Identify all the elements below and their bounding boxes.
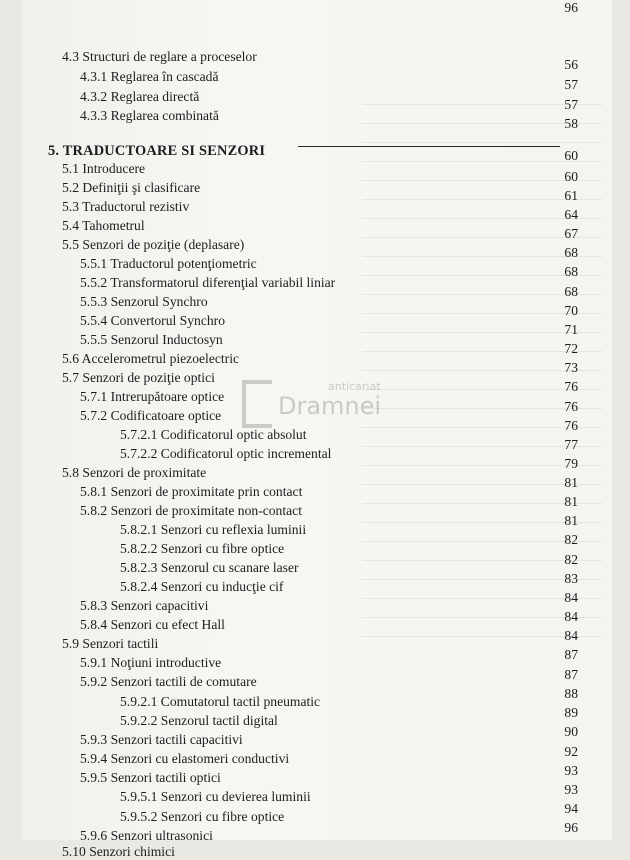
toc-entry-title: 5.7 Senzori de poziţie optici xyxy=(62,370,215,385)
toc-page-number: 67 xyxy=(564,226,578,241)
toc-entry-title: 5.8.2.4 Senzori cu inducţie cif xyxy=(120,579,284,594)
toc-entry-title: 5.7.1 Intrerupătoare optice xyxy=(80,389,225,404)
toc-page-number: 61 xyxy=(564,188,578,203)
toc-page-number: 60 xyxy=(564,169,578,184)
toc-entry-title: 5.9.5.1 Senzori cu devierea luminii xyxy=(120,789,311,804)
toc-page-number: 56 xyxy=(564,57,578,72)
toc-page-number: 68 xyxy=(564,264,578,279)
toc-page-number: 79 xyxy=(564,456,578,471)
toc-entry-title: 5.5 Senzori de poziţie (deplasare) xyxy=(62,237,245,252)
toc-entry-title: 5.9.5 Senzori tactili optici xyxy=(80,770,221,785)
toc-page-number: 82 xyxy=(564,552,578,567)
toc-page-number: 93 xyxy=(564,782,578,797)
toc-entry-title: 5.9.2.1 Comutatorul tactil pneumatic xyxy=(120,694,321,709)
toc-entry-title: 5.8.2 Senzori de proximitate non-contact xyxy=(80,503,302,518)
toc-page-number: 72 xyxy=(564,341,578,356)
toc-entry-title: 5.9.1 Noţiuni introductive xyxy=(80,655,222,670)
toc-entry-title: 5.8.2.1 Senzori cu reflexia luminii xyxy=(120,522,307,537)
toc-entry-title: 5.5.5 Senzorul Inductosyn xyxy=(80,332,223,347)
toc-entry-title: 5.9.2.2 Senzorul tactil digital xyxy=(120,713,278,728)
toc-page-number: 77 xyxy=(564,437,578,452)
toc-entry-title: 5.10 Senzori chimici xyxy=(62,844,175,859)
toc-page-number: 57 xyxy=(564,77,578,92)
toc-entry-title: 5.7.2.2 Codificatorul optic incremental xyxy=(120,446,332,461)
toc-page-number: 68 xyxy=(564,284,578,299)
toc-entry-title: 5.3 Traductorul rezistiv xyxy=(62,199,190,214)
toc-page-number: 81 xyxy=(564,513,578,528)
toc-page-number: 84 xyxy=(564,628,578,643)
book-page xyxy=(22,0,612,859)
toc-entry-title: 5.2 Definiţii şi clasificare xyxy=(62,180,201,195)
toc-page-number: 76 xyxy=(564,379,578,394)
toc-page-number: 87 xyxy=(564,647,578,662)
toc-page-number: 96 xyxy=(564,0,578,15)
toc-page-number: 73 xyxy=(564,360,578,375)
toc-entry-title: 5.9.6 Senzori ultrasonici xyxy=(80,828,213,843)
watermark-logo xyxy=(242,378,402,426)
toc-page-number: 68 xyxy=(564,245,578,260)
toc-page-number: 82 xyxy=(564,532,578,547)
toc-entry-title: 5.1 Introducere xyxy=(62,161,146,176)
chapter-rule xyxy=(298,146,560,147)
toc-page-number: 64 xyxy=(564,207,578,222)
toc-entry-title: 5.5.1 Traductorul potenţiometric xyxy=(80,256,257,271)
toc-entry-title: 5.5.3 Senzorul Synchro xyxy=(80,294,208,309)
toc-entry-title: 5.8.1 Senzori de proximitate prin contact xyxy=(80,484,303,499)
toc-entry-title: 5.9.2 Senzori tactili de comutare xyxy=(80,674,257,689)
toc-page-number: 96 xyxy=(564,820,578,835)
toc-entry-title: 5.7.2.1 Codificatorul optic absolut xyxy=(120,427,307,442)
toc-page-number: 93 xyxy=(564,763,578,778)
toc-page-number: 57 xyxy=(564,97,578,112)
toc-entry-title: 5.8.4 Senzori cu efect Hall xyxy=(80,617,225,632)
toc-entry-title: 5.7.2 Codificatoare optice xyxy=(80,408,222,423)
toc-page-number: 83 xyxy=(564,571,578,586)
toc-entry-title: 5.4 Tahometrul xyxy=(62,218,145,233)
chapter-heading: 5. TRADUCTOARE SI SENZORI xyxy=(48,143,266,159)
toc-entry-title: 5.9.5.2 Senzori cu fibre optice xyxy=(120,809,285,824)
toc-entry-title: 5.8.2.3 Senzorul cu scanare laser xyxy=(120,560,299,575)
toc-entry-title: 4.3.1 Reglarea în cascadă xyxy=(80,69,219,84)
toc-entry-title: 4.3.3 Reglarea combinată xyxy=(80,108,219,123)
watermark-large-text: Dramnei xyxy=(278,392,382,420)
toc-page-number: 88 xyxy=(564,686,578,701)
toc-page-number: 81 xyxy=(564,494,578,509)
toc-page-number: 81 xyxy=(564,475,578,490)
toc-entry-title: 5.5.4 Convertorul Synchro xyxy=(80,313,225,328)
toc-entry-title: 5.8.3 Senzori capacitivi xyxy=(80,598,209,613)
toc-entry-title: 5.9.4 Senzori cu elastomeri conductivi xyxy=(80,751,290,766)
watermark-small-text: anticariat xyxy=(328,380,381,393)
toc-entry-title: 5.8.2.2 Senzori cu fibre optice xyxy=(120,541,285,556)
toc-entry-title: 5.9 Senzori tactili xyxy=(62,636,159,651)
toc-page-number: 84 xyxy=(564,609,578,624)
toc-page-number: 87 xyxy=(564,667,578,682)
toc-entry-title: 5.9.3 Senzori tactili capacitivi xyxy=(80,732,243,747)
toc-page-number: 90 xyxy=(564,724,578,739)
toc-page-number: 60 xyxy=(564,148,578,163)
toc-entry-title: 4.3 Structuri de reglare a proceselor xyxy=(62,49,257,64)
toc-page-number: 92 xyxy=(564,744,578,759)
toc-page-number: 89 xyxy=(564,705,578,720)
toc-entry-title: 5.5.2 Transformatorul diferenţial variabil liniar xyxy=(80,275,336,290)
toc-page-number: 71 xyxy=(564,322,578,337)
toc-page-number: 76 xyxy=(564,399,578,414)
toc-entry-title: 5.8 Senzori de proximitate xyxy=(62,465,207,480)
watermark-frame xyxy=(242,380,272,428)
toc-page-number: 70 xyxy=(564,303,578,318)
toc-page-number: 94 xyxy=(564,801,578,816)
toc-page-number: 84 xyxy=(564,590,578,605)
toc-entry-title: 4.3.2 Reglarea directă xyxy=(80,89,200,104)
toc-page-number: 76 xyxy=(564,418,578,433)
toc-entry-title: 5.6 Accelerometrul piezoelectric xyxy=(62,351,240,366)
toc-page-number: 58 xyxy=(564,116,578,131)
